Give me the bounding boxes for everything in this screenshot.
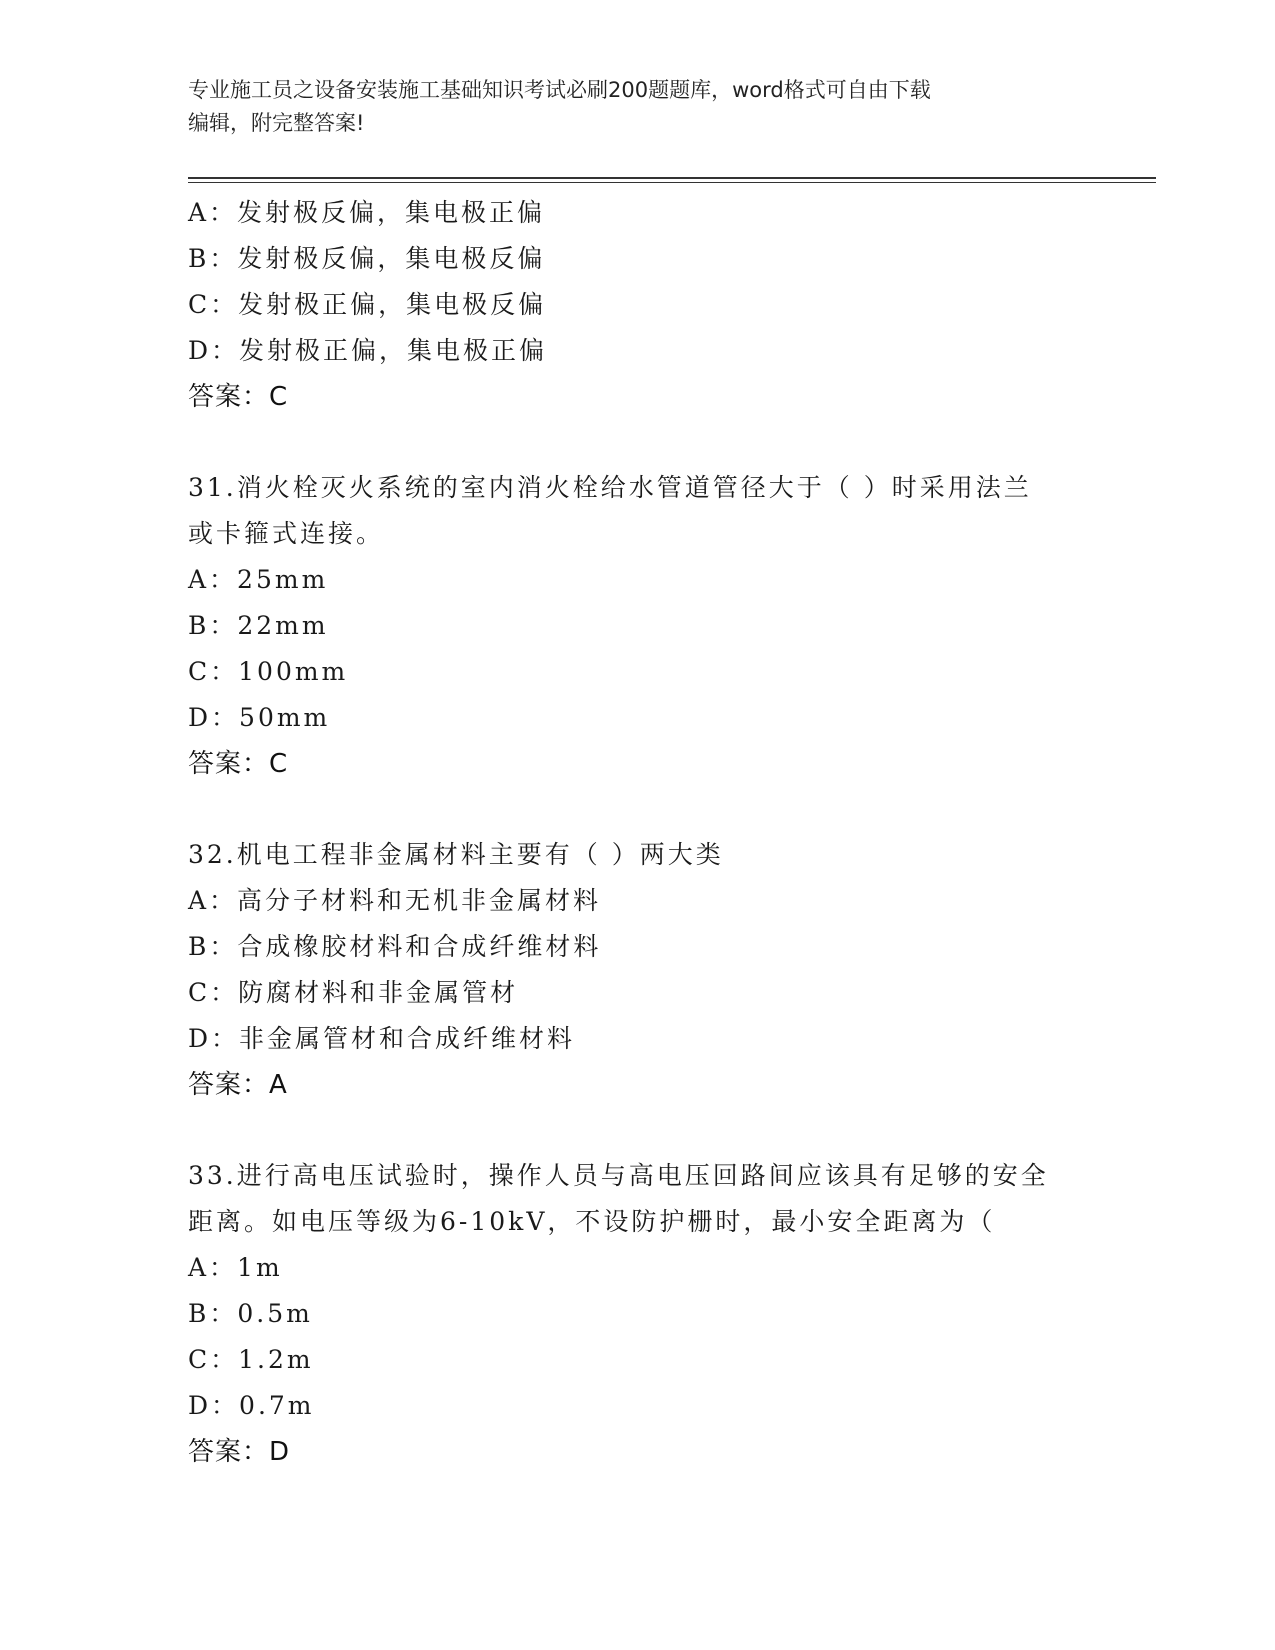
answer-line: 答案：A — [188, 1070, 288, 1100]
option-c: C：防腐材料和非金属管材 — [188, 978, 519, 1007]
spacer — [188, 787, 1088, 832]
answer-line: 答案：D — [188, 1437, 291, 1467]
question-block-prev — [188, 190, 1088, 420]
header-divider-thin — [188, 182, 1156, 183]
answer-line: 答案：C — [188, 382, 289, 412]
option-b: B：0.5m — [188, 1299, 313, 1328]
header-divider-thick — [188, 177, 1156, 179]
option-c: C：100mm — [188, 657, 349, 686]
question-block-32 — [188, 832, 1088, 1108]
option-b: B：22mm — [188, 611, 329, 640]
question-stem-line-1: 32.机电工程非金属材料主要有（ ）两大类 — [188, 840, 724, 869]
header-line-2: 编辑，附完整答案! — [188, 111, 365, 135]
document-header — [188, 74, 1068, 140]
option-a: A：25mm — [188, 565, 329, 594]
answer-line: 答案：C — [188, 749, 289, 779]
option-b: B：合成橡胶材料和合成纤维材料 — [188, 932, 602, 961]
spacer — [188, 420, 1088, 465]
question-stem-line-2: 或卡箍式连接。 — [188, 519, 385, 548]
option-c: C：发射极正偏，集电极反偏 — [188, 290, 547, 319]
option-d: D：发射极正偏，集电极正偏 — [188, 336, 548, 365]
option-d: D：0.7m — [188, 1391, 315, 1420]
question-block-33 — [188, 1153, 1088, 1475]
option-c: C：1.2m — [188, 1345, 314, 1374]
question-stem-line-2: 距离。如电压等级为6-10kV，不设防护栅时，最小安全距离为（ — [188, 1207, 996, 1236]
option-d: D：50mm — [188, 703, 331, 732]
option-a: A：1m — [188, 1253, 283, 1282]
option-b: B：发射极反偏，集电极反偏 — [188, 244, 546, 273]
document-body — [188, 190, 1088, 1475]
option-a: A：高分子材料和无机非金属材料 — [188, 886, 602, 915]
question-stem-line-1: 31.消火栓灭火系统的室内消火栓给水管道管径大于（ ）时采用法兰 — [188, 473, 1032, 502]
spacer — [188, 1108, 1088, 1153]
header-line-1: 专业施工员之设备安装施工基础知识考试必刷200题题库，word格式可自由下载 — [188, 78, 931, 102]
option-a: A：发射极反偏，集电极正偏 — [188, 198, 546, 227]
question-block-31 — [188, 465, 1088, 787]
option-d: D：非金属管材和合成纤维材料 — [188, 1024, 576, 1053]
question-stem-line-1: 33.进行高电压试验时，操作人员与高电压回路间应该具有足够的安全 — [188, 1161, 1049, 1190]
